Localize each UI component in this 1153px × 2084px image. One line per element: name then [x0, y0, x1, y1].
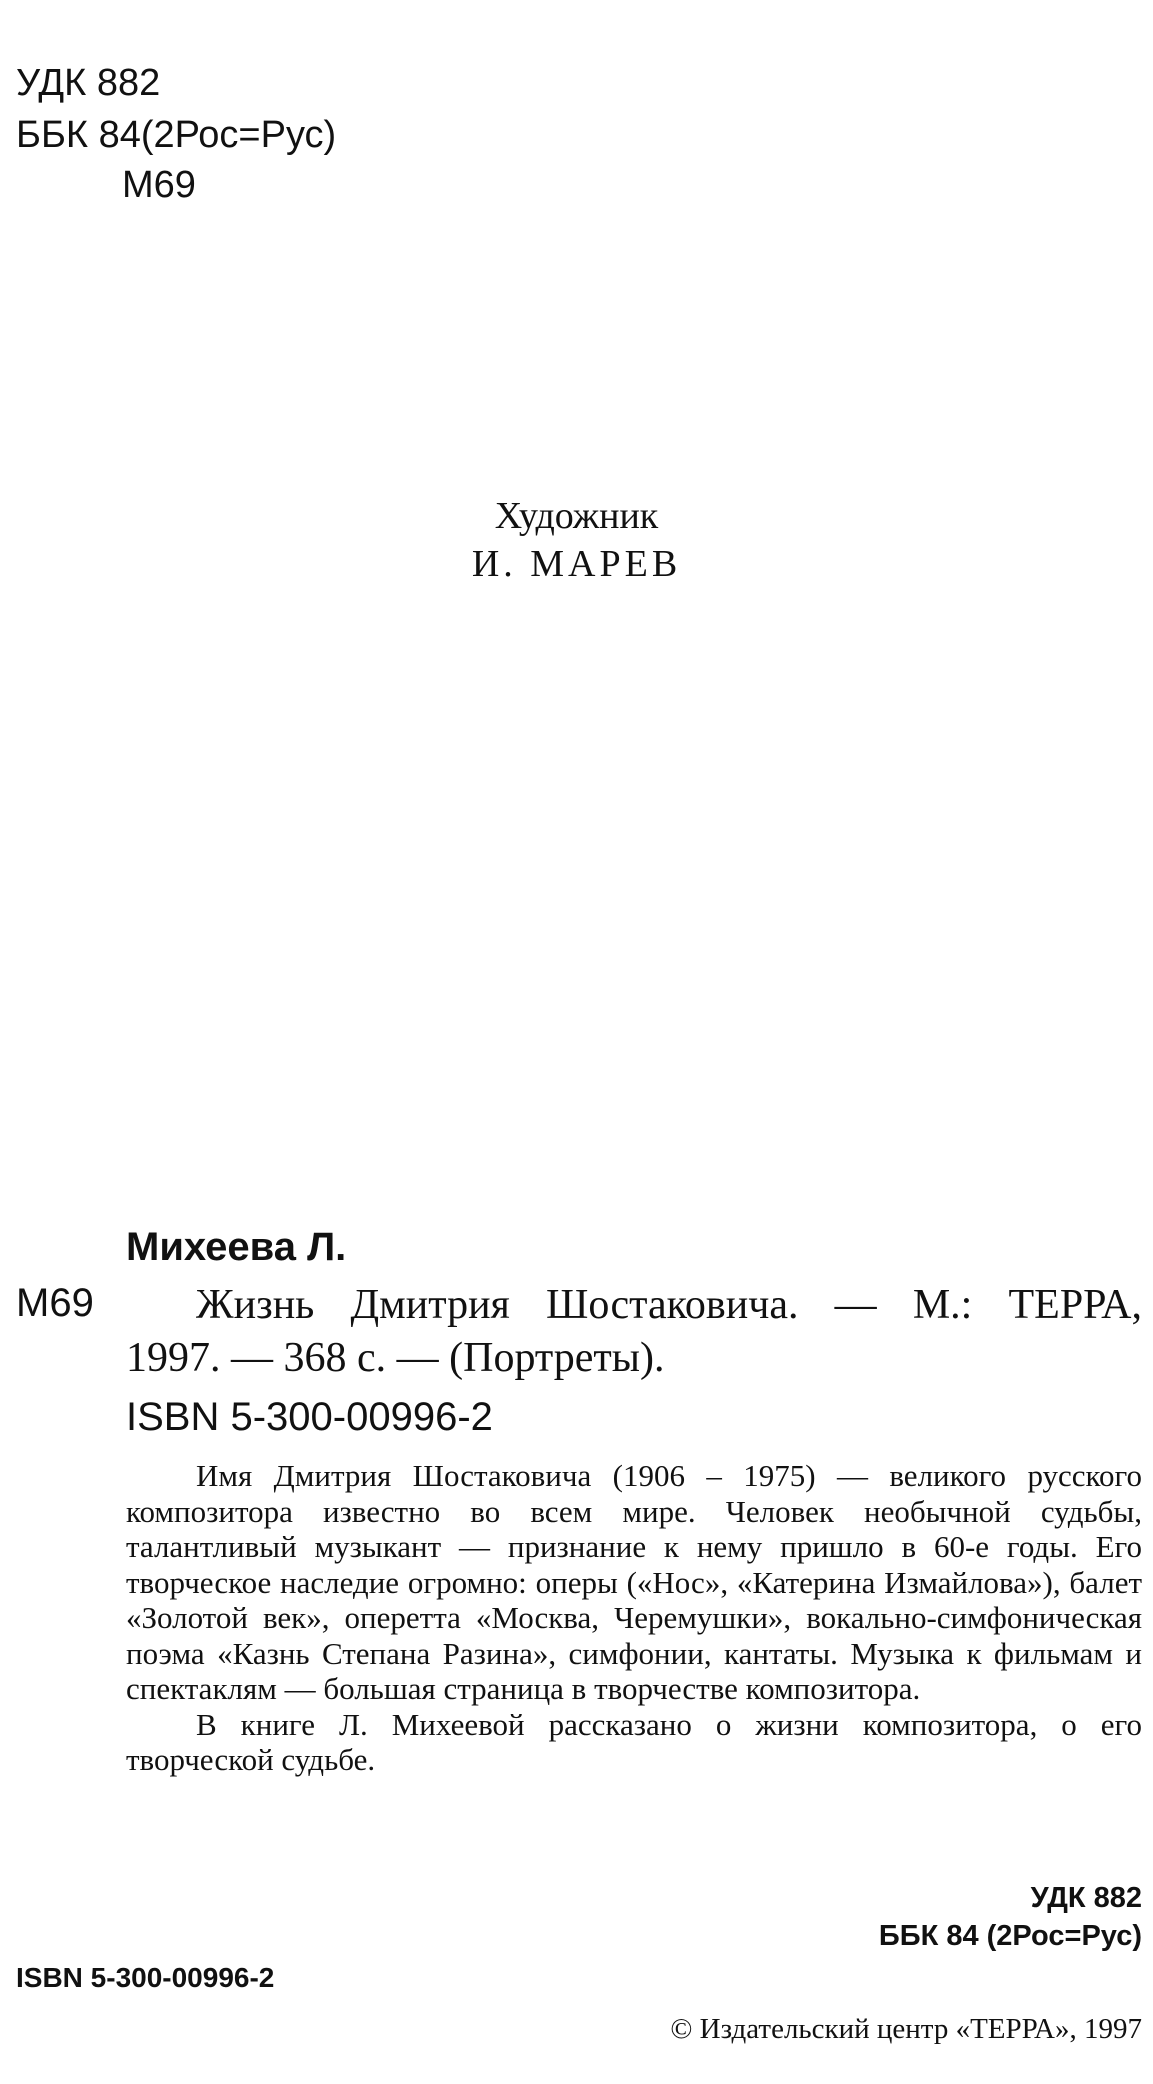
udk-code: УДК 882: [16, 62, 161, 104]
record-author-mark: М69: [16, 1281, 94, 1325]
artist-name: И. МАРЕВ: [471, 543, 682, 585]
annotation-paragraph: Имя Дмитрия Шостаковича (1906 – 1975) — великого русского композитора известно во всем мире. Человек необычной судьбы, талантливый музыкант — признание к нему пришло в 60-е годы. Его творческое наследие огромно: оперы («Нос», «Катерина Измайлова»), балет «Золотой век», оперетта «Москва, Черемушки», вокально-симфоническая поэма «Казнь Степана Разина», симфонии, кантаты. Музыка к фильмам и спектаклям — большая страница в творчестве композитора.: [126, 1458, 1142, 1706]
isbn: ISBN 5-300-00996-2: [126, 1395, 493, 1439]
author-mark: М69: [122, 164, 196, 206]
annotation: [126, 1458, 1142, 1778]
bbk-code: ББК 84(2Рос=Рус): [16, 114, 337, 156]
udk-code-bottom: УДК 882: [1030, 1882, 1142, 1914]
annotation-paragraph: В книге Л. Михеевой рассказано о жизни композитора, о его творческой судьбе.: [126, 1706, 1142, 1777]
title-line-2: 1997. — 368 с. — (Портреты).: [126, 1335, 665, 1381]
artist-role: Художник: [494, 495, 659, 537]
title-line-1: Жизнь Дмитрия Шостаковича. — М.: ТЕРРА,: [196, 1282, 1142, 1328]
isbn-bottom: ISBN 5-300-00996-2: [16, 1962, 275, 1993]
copyright-notice: © Издательский центр «ТЕРРА», 1997: [670, 2013, 1142, 2045]
bbk-code-bottom: ББК 84 (2Рос=Рус): [878, 1920, 1142, 1952]
author-heading: Михеева Л.: [126, 1225, 347, 1269]
